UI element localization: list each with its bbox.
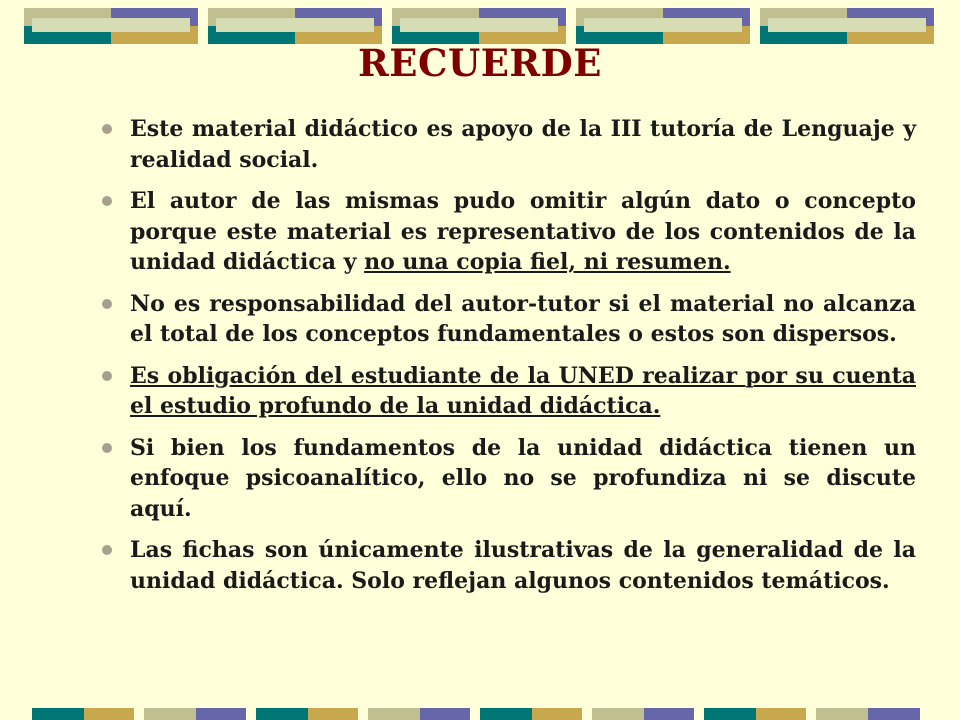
banner-block [576, 8, 750, 44]
bullet-icon [102, 545, 112, 555]
banner-block [208, 8, 382, 44]
bullet-item [96, 289, 916, 350]
bullet-icon [102, 299, 112, 309]
bullet-icon [102, 443, 112, 453]
bullet-item [96, 535, 916, 596]
banner-segment [704, 708, 756, 720]
slide-content [96, 114, 916, 607]
banner-segment [368, 708, 420, 720]
bullet-icon [102, 124, 112, 134]
banner-block [392, 8, 566, 44]
bullet-text: Si bien los fundamentos de la unidad didáctica tienen un enfoque psicoanalítico, ello no se profundiza ni se discute aquí. [130, 434, 916, 522]
bullet-item [96, 433, 916, 525]
bullet-item [96, 186, 916, 278]
top-decorative-banner [24, 8, 936, 44]
bullet-text-underlined: no una copia fiel, ni resumen. [364, 249, 731, 275]
bullet-icon [102, 371, 112, 381]
banner-segment [420, 708, 470, 720]
bullet-icon [102, 196, 112, 206]
banner-segment [756, 708, 806, 720]
bullet-item [96, 361, 916, 422]
bottom-decorative-banner [32, 708, 944, 720]
banner-segment [532, 708, 582, 720]
banner-segment [592, 708, 644, 720]
banner-segment [816, 708, 868, 720]
banner-segment [868, 708, 920, 720]
banner-segment [308, 708, 358, 720]
bullet-text: El autor de las mismas pudo omitir algún dato o concepto porque este material es representativo de los contenidos de la unidad didáctica y [130, 188, 916, 275]
banner-segment [196, 708, 246, 720]
banner-segment [32, 708, 84, 720]
bullet-text-underlined: Es obligación del estudiante de la UNED realizar por su cuenta el estudio profundo de la unidad didáctica. [130, 362, 916, 419]
bullet-item [96, 114, 916, 175]
slide-title: RECUERDE [358, 41, 602, 85]
bullet-text: No es responsabilidad del autor-tutor si el material no alcanza el total de los conceptos fundamentales o estos son dispersos. [130, 290, 916, 347]
banner-block [24, 8, 198, 44]
banner-block [760, 8, 934, 44]
bullet-text: Este material didáctico es apoyo de la III tutoría de Lenguaje y realidad social. [130, 116, 916, 173]
banner-segment [84, 708, 134, 720]
bullet-text: Las fichas son únicamente ilustrativas de la generalidad de la unidad didáctica. Solo reflejan algunos contenidos temáticos. [130, 537, 916, 594]
banner-segment [480, 708, 532, 720]
banner-segment [644, 708, 694, 720]
bullet-list [96, 114, 916, 596]
banner-segment [144, 708, 196, 720]
banner-segment [256, 708, 308, 720]
